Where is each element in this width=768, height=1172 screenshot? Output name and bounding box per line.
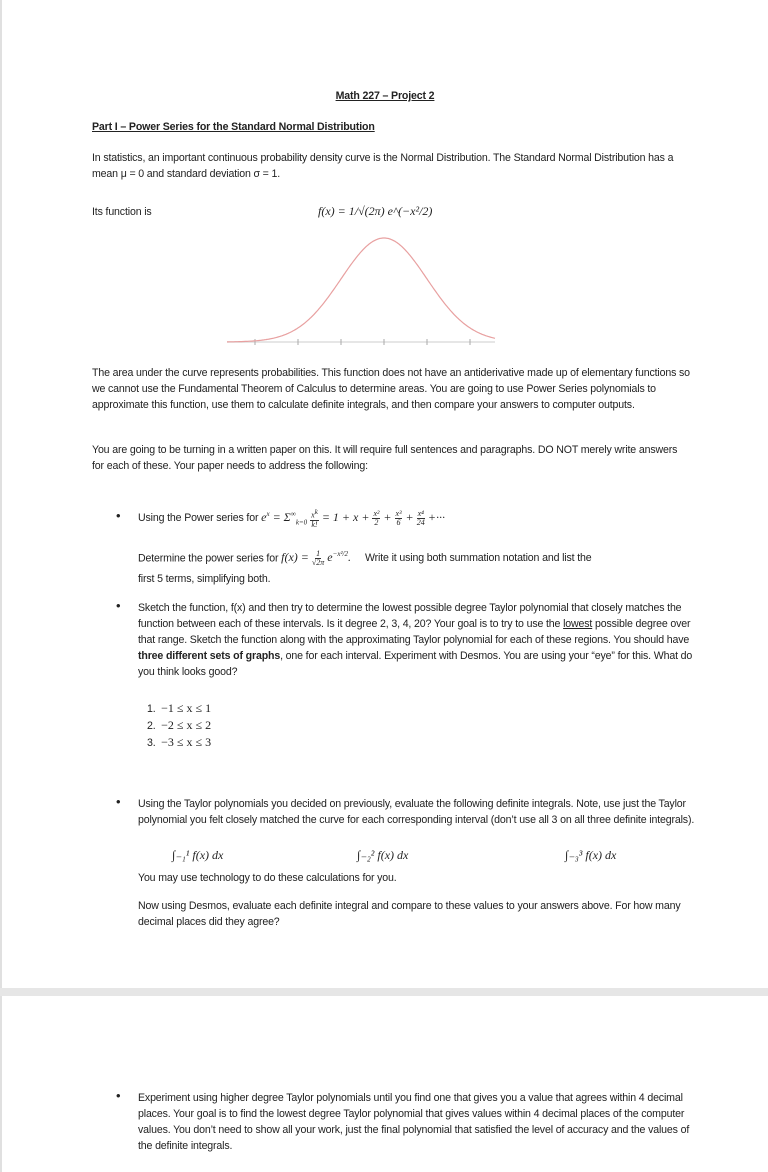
interval-item: 3. −3 ≤ x ≤ 3 [147,735,212,749]
bullet-icon: • [116,794,121,809]
bullet4-text: Experiment using higher degree Taylor polynomials until you find one that gives you a value that agrees within 4 decimal places. Your goal is to find the lowest degree Taylor polynomial that gives values within 4 decimal places of the computer values. You don’t need to show all your work, just the final polynomial that satisfied the level of accuracy and the values of the definite integrals. [138,1092,690,1152]
bullet3-tech: You may use technology to do these calculations for you. [138,872,397,884]
intro-paragraph: In statistics, an important continuous probability density curve is the Normal Distribution. The Standard Normal Distribution has a mean μ = 0 and standard deviation σ = 1. [92,152,674,180]
its-function-label: Its function is [92,206,152,218]
bullet3-desmos: Now using Desmos, evaluate each definite integral and compare to these values to your answers above. For how many decimal places did they agree? [138,900,681,928]
integral-2: ∫₋₂² f(x) dx [357,848,409,862]
integral-1: ∫₋₁¹ f(x) dx [172,848,224,862]
bullet1-series: Using the Power series for $e^x = \Sigma^\infty_{k=0}$ $\frac{x^k}{k!}$ = 1 + x + $\frac{\text{x²}}{2}$ + $\frac{\text{x³}}{6}$ + $\frac{\text{x⁴}}{24}$ +··· [138,508,446,529]
bullet-icon: • [116,508,121,523]
area-paragraph: The area under the curve represents probabilities. This function does not have an antiderivative made up of elementary functions so we cannot use the Fundamental Theorem of Calculus to determine areas. You are going to use Power Series polynomials to approximate this function, use them to calculate definite integrals, and then compare your answers to computer outputs. [92,367,690,411]
interval-list [147,700,211,751]
normal-curve [227,238,495,342]
bullet1-first5: first 5 terms, simplifying both. [138,573,271,585]
function-formula: f(x) = 1/√(2π) e^(−x²/2) [318,204,433,218]
bullet2-text: Sketch the function, f(x) and then try to determine the lowest possible degree Taylor polynomial that closely matches the function between each of these intervals. Is it degree 2, 3, 4, 20? Your goal is to try to use the lowest possible degree over that range. Sketch the function along with the approximating Taylor polynomial for each of these regions. You should have three different sets of graphs, one for each interval. Experiment with Desmos. You are using your “eye” for this. What do you think looks good? [138,602,693,678]
bullet-icon: • [116,598,121,613]
page-edge [0,0,2,1172]
paper-paragraph: You are going to be turning in a written paper on this. It will require full sentences and paragraphs. DO NOT merely write answers for each of these. Your paper needs to address the following: [92,444,678,472]
interval-item: 2. −2 ≤ x ≤ 2 [147,718,212,732]
bullet3-text: Using the Taylor polynomials you decided on previously, evaluate the following definite integrals. Note, use just the Taylor polynomial you felt closely matched the curve for each corresponding interval (don’t use all 3 on all three definite integrals). [138,798,695,826]
page-break [0,988,768,996]
bell-curve-graph [225,222,497,352]
interval-item: 1. −1 ≤ x ≤ 1 [147,701,212,715]
part-heading: Part I – Power Series for the Standard Normal Distribution [92,121,375,133]
integral-3: ∫₋₃³ f(x) dx [565,848,617,862]
bullet1-determine: Determine the power series for f(x) = $\frac{1}{√2\pi}$ $e^{-x^2/2}$. Write it using both summation notation and list the [138,549,592,567]
doc-title: Math 227 – Project 2 [335,90,435,102]
bullet-icon: • [116,1088,121,1103]
